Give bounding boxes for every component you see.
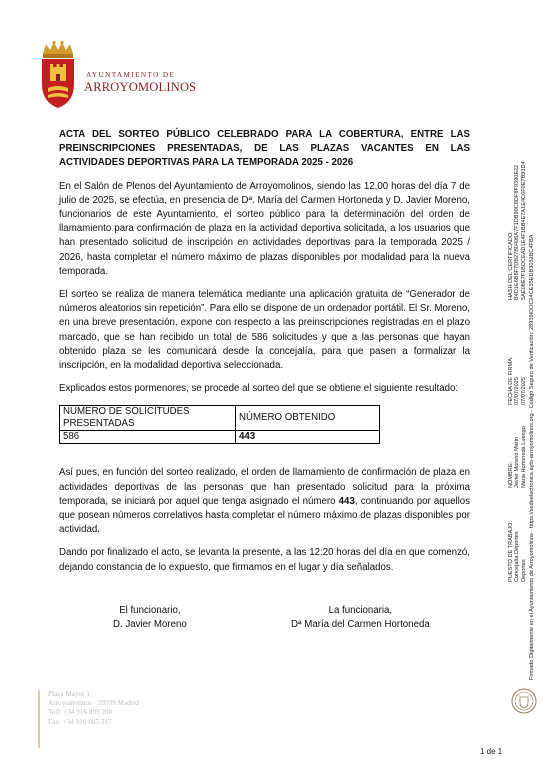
signature-right-role: La funcionaria, xyxy=(328,605,393,616)
signature-right xyxy=(291,604,430,631)
margin-name-value-1: Javier Moreno Marin xyxy=(514,437,521,488)
paragraph-5: Dando por finalizado el acto, se levanta la presente, a las 12:20 horas del día en que comenzó, dejando constancia de lo expuesto, que firmamos en el lugar y día señalados. xyxy=(59,547,470,573)
paragraph-4-start: Así pues, en función del sorteo realizado, el orden de llamamiento de confirmación de plaza en actividades deportivas de las personas que han presentado solicitud para la próxima temporada, se iniciará por aquel que tenga asignado el número xyxy=(59,467,470,507)
footer-fax: Fax: +34 916 095 317 xyxy=(48,717,112,726)
logo-org-line1: AYUNTAMIENTO DE xyxy=(86,71,176,79)
paragraph-2: El sorteo se realiza de manera telemática mediante una aplicación gratuita de “Generador de números aleatorios sin repetición”. Para ello se dispone de un ordenador portátil. El Sr. Moreno, en una breve presentación, expone con respecto a las preinscripciones registradas en el plazo marcado, que se han recibido un total de 586 solicitudes y que a las personas que hayan obtenido plaza se les comunicará desde la concejalía, para que pasen a formalizar la inscripción, en la modalidad deportiva seleccionada. xyxy=(59,289,470,372)
table-cell-requests: 586 xyxy=(60,431,236,444)
table-header-requests: NÚMERO DE SOLICITUDES PRESENTADAS xyxy=(60,406,236,431)
margin-name-label: NOMBRE: xyxy=(508,461,514,488)
paragraph-1: En el Salón de Plenos del Ayuntamiento de Arroyomolinos, siendo las 12,00 horas del día 7 de julio de 2025, se efectúa, en presencia de Dª. María del Carmen Hortoneda y D. Javier Moreno, funcionarios de este Ayuntamiento, el sorteo público para la determinación del orden de llamamiento para confirmación de plaza en la actividad deportiva solicitada, a los usuarios que han presentado solicitud de inscripción en actividades deportivas para la temporada 2025 / 2026, hasta completar el número máximo de plazas disponibles por modalidad para la nueva temporada. xyxy=(59,180,470,277)
paragraph-3: Explicados estos pormenores, se procede al sorteo del que se obtiene el siguiente resultado: xyxy=(59,383,459,395)
signature-right-name: Dª María del Carmen Hortoneda xyxy=(291,618,430,630)
margin-hash-block xyxy=(508,161,527,300)
coat-of-arms-icon xyxy=(38,40,78,110)
margin-name-value-2: Maria Hortoneda Luengo xyxy=(520,426,527,488)
logo-org-line2: ARROYOMOLINOS xyxy=(84,80,197,94)
paragraph-4-end: , continuando por aquellos que posean números correlativos hasta completar el número máximo de plazas disponibles por actividad. xyxy=(59,495,470,536)
margin-date-block xyxy=(508,357,527,405)
margin-post-label: PUESTO DE TRABAJO: xyxy=(508,520,514,582)
margin-hash-value-2: 5AE08E7F1BDCEAD1E4F1BB4E7A1E4C6F0E7B93D4 xyxy=(520,161,527,300)
footer-address xyxy=(38,690,139,748)
signature-left-name: D. Javier Moreno xyxy=(113,618,187,630)
footer-street: Plaza Mayor 1 xyxy=(48,690,90,698)
document-title: ACTA DEL SORTEO PÚBLICO CELEBRADO PARA LA COBERTURA, ENTRE LAS PREINSCRIPCIONES PRESENTADAS, DE LAS PLAZAS VACANTES EN LAS ACTIVIDADES DEPORTIVAS PARA LA TEMPORADA 2025 - 2026 xyxy=(59,129,470,169)
table-row xyxy=(60,431,380,444)
page-number: 1 de 1 xyxy=(480,747,503,756)
margin-date-value-2: 07/07/2025 xyxy=(520,377,527,405)
official-seal-icon xyxy=(511,688,537,714)
document-body xyxy=(59,128,470,584)
margin-post-block xyxy=(508,521,527,582)
table-header-row xyxy=(60,406,380,431)
footer-phone: Telf: +34 916 899 200 xyxy=(48,708,113,717)
signature-left xyxy=(113,604,187,631)
signature-left-role: El funcionario, xyxy=(119,605,181,616)
table-cell-obtained: 443 xyxy=(236,431,380,444)
margin-date-label: FECHA DE FIRMA: xyxy=(508,356,514,405)
margin-verification-line: Firmado Digitalmente en el Ayuntamiento de Arroyomolinos - https://sedeelectronica.ayto-arroyomolinos.org - Código Seguro de Verificación: 28939IDOC24CE35EDB3032BC4FBA xyxy=(529,234,535,680)
margin-date-value-1: 07/07/2025 xyxy=(514,377,521,405)
footer-city: Arroyomolinos · 28939 Madrid xyxy=(48,699,139,708)
margin-hash-value-1: B4D1E6B8F7DB27B0496A7F1DB99C8DF8F9390E22 xyxy=(514,164,521,300)
results-table xyxy=(59,405,380,444)
margin-post-value-1: Concejalía Deportes xyxy=(514,531,521,582)
obtained-number: 443 xyxy=(338,495,355,507)
municipal-logo xyxy=(38,40,197,110)
margin-name-block xyxy=(508,426,527,488)
table-header-obtained: NÚMERO OBTENIDO xyxy=(236,406,380,431)
margin-hash-label: HASH DEL CERTIFICADO: xyxy=(508,231,514,300)
margin-post-value-2: Deportes xyxy=(520,559,527,582)
paragraph-4 xyxy=(59,466,470,537)
